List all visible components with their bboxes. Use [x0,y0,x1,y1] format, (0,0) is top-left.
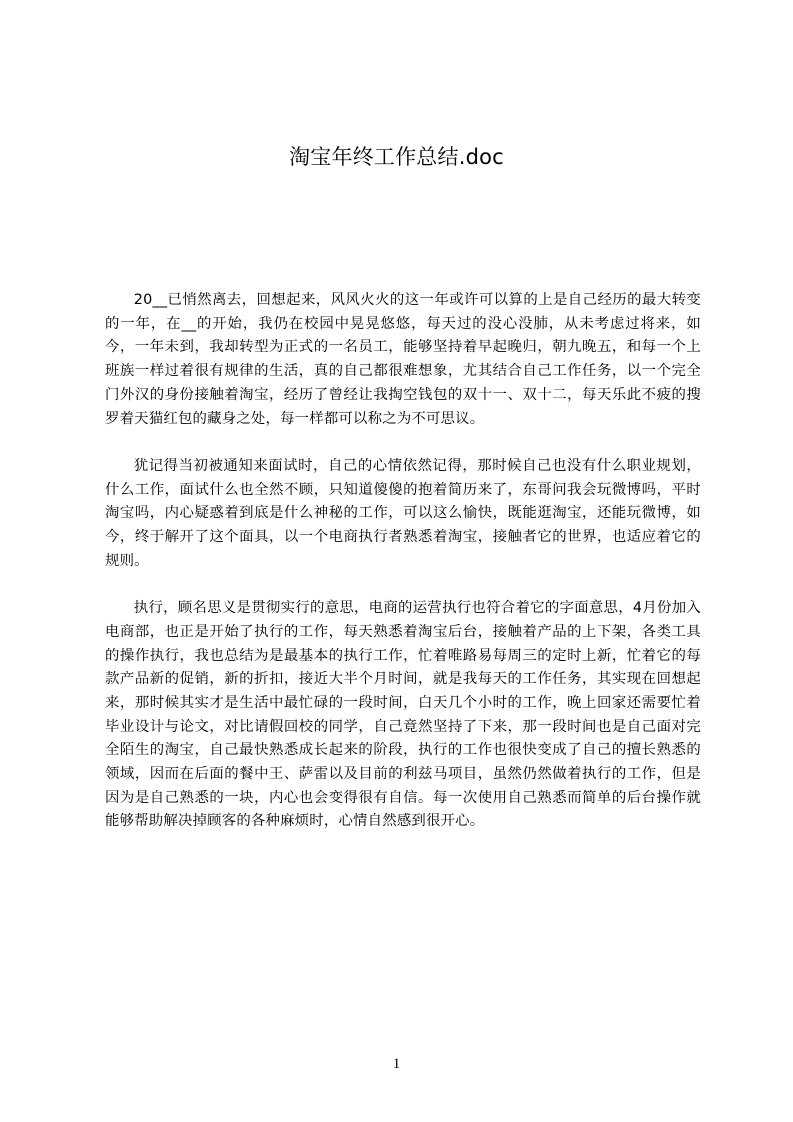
page-number: 1 [392,1056,401,1072]
paragraph-3: 执行，顾名思义是贯彻实行的意思，电商的运营执行也符合着它的字面意思，4月份加入电商部，也正是开始了执行的工作，每天熟悉着淘宝后台，接触着产品的上下架，各类工具的操作执行，我也总结为是最基本的执行工作，忙着唯路易每周三的定时上新，忙着它的每款产品新的促销，新的折扣，接近大半个月时间，就是我每天的工作任务，其实现在回想起来，那时候其实才是生活中最忙碌的一段时间，白天几个小时的工作，晚上回家还需要忙着毕业设计与论文，对比请假回校的同学，自己竟然坚持了下来，那一段时间也是自己面对完全陌生的淘宝，自己最快熟悉成长起来的阶段，执行的工作也很快变成了自己的擅长熟悉的领域，因而在后面的餐中王、萨雷以及目前的利兹马项目，虽然仍然做着执行的工作，但是因为是自己熟悉的一块，内心也会变得很有自信。每一次使用自己熟悉而简单的后台操作就能够帮助解决掉顾客的各种麻烦时，心情自然感到很开心。 [105,600,701,830]
paragraph-2: 犹记得当初被通知来面试时，自己的心情依然记得，那时候自己也没有什么职业规划，什么工作，面试什么也全然不顾，只知道傻傻的抱着简历来了，东哥问我会玩微博吗，平时淘宝吗，内心疑惑着到底是什么神秘的工作，可以这么愉快，既能逛淘宝，还能玩微博，如今，终于解开了这个面具，以一个电商执行者熟悉着淘宝，接触者它的世界，也适应着它的规则。 [105,457,701,569]
paragraph-1: 20__已悄然离去，回想起来，风风火火的这一年或许可以算的上是自己经历的最大转变的一年，在__的开始，我仍在校园中晃晃悠悠，每天过的没心没肺，从未考虑过将来，如今，一年未到，我却转型为正式的一名员工，能够坚持着早起晚归，朝九晚五，和每一个上班族一样过着很有规律的生活，真的自己都很难想象，尤其结合自己工作任务，以一个完全门外汉的身份接触着淘宝，经历了曾经让我掏空钱包的双十一、双十二，每天乐此不疲的搜罗着天猫红包的藏身之处，每一样都可以称之为不可思议。 [105,292,701,427]
document-body [105,289,701,858]
document-title: 淘宝年终工作总结.doc [289,145,504,169]
